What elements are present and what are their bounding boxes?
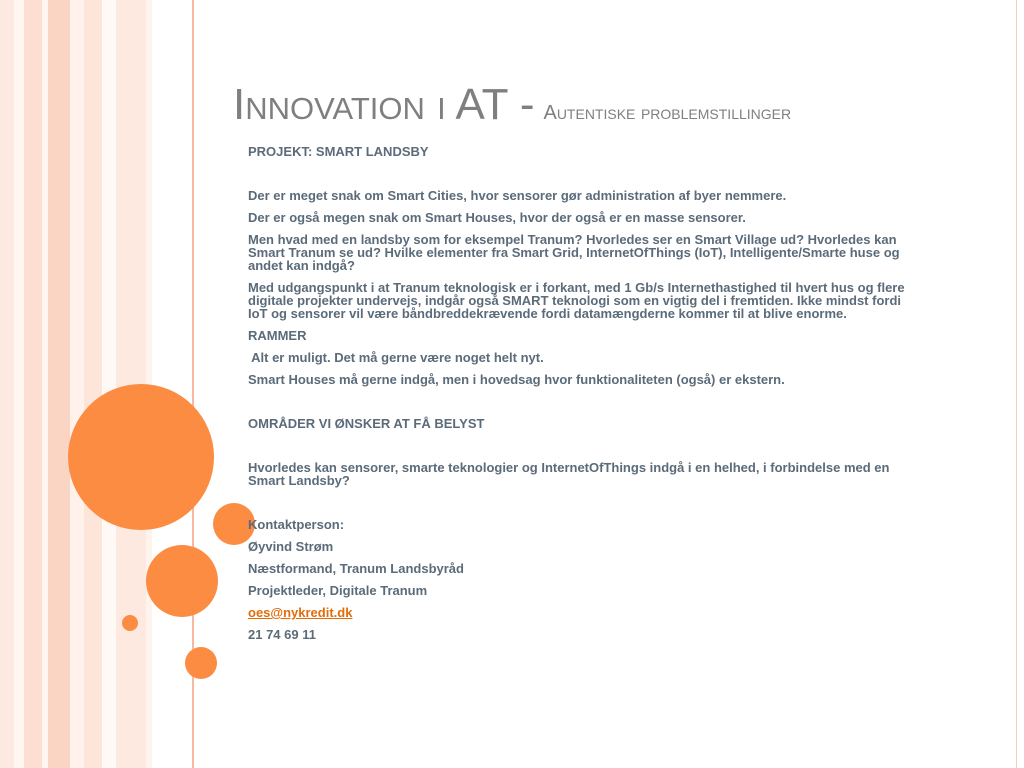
decorative-circle: [146, 545, 218, 617]
areas-heading: OMRÅDER VI ØNSKER AT FÅ BELYST: [248, 416, 485, 431]
background-stripe: [14, 0, 24, 768]
decorative-circle: [185, 647, 217, 679]
slide-body: [248, 145, 918, 650]
paragraph: Alt er muligt. Det må gerne være noget helt nyt.: [248, 350, 544, 365]
contact-role: Projektleder, Digitale Tranum: [248, 583, 428, 598]
spacer: [248, 439, 918, 461]
project-heading: PROJEKT: SMART LANDSBY: [248, 144, 429, 159]
email-link[interactable]: oes@nykredit.dk: [248, 605, 353, 620]
paragraph: Der er meget snak om Smart Cities, hvor sensorer gør administration af byer nemmere.: [248, 188, 787, 203]
question-paragraph: Hvorledes kan sensorer, smarte teknologier og InternetOfThings indgå i en helhed, i forbindelse med en Smart Landsby?: [248, 460, 890, 488]
spacer: [248, 395, 918, 417]
background-stripe: [70, 0, 84, 768]
slide-title: [233, 80, 993, 130]
background-stripe: [48, 0, 70, 768]
background-stripe: [84, 0, 102, 768]
background-stripe: [102, 0, 116, 768]
spacer: [248, 496, 918, 518]
slide-title-main: Innovation i AT -: [233, 80, 535, 129]
divider-line: [1016, 0, 1017, 768]
contact-phone: 21 74 69 11: [248, 627, 316, 642]
contact-email-row: [248, 606, 918, 619]
rammer-heading: RAMMER: [248, 328, 307, 343]
paragraph: Der er også megen snak om Smart Houses, hvor der også er en masse sensorer.: [248, 210, 746, 225]
background-stripe: [24, 0, 42, 768]
decorative-circle: [122, 615, 138, 631]
slide-title-sub: Autentiske problemstillinger: [543, 102, 792, 124]
contact-name: Øyvind Strøm: [248, 539, 334, 554]
paragraph: Smart Houses må gerne indgå, men i hovedsag hvor funktionaliteten (også) er ekstern.: [248, 372, 785, 387]
contact-role: Næstformand, Tranum Landsbyråd: [248, 561, 464, 576]
paragraph: Men hvad med en landsby som for eksempel Tranum? Hvorledes ser en Smart Village ud? Hvorledes kan Smart Tranum se ud? Hvilke elementer fra Smart Grid, InternetOfThings (IoT), Intelligente/Smarte huse og andet kan indgå?: [248, 232, 900, 273]
decorative-circle: [68, 384, 214, 530]
contact-label: Kontaktperson:: [248, 517, 345, 532]
spacer: [248, 167, 918, 189]
background-stripe: [0, 0, 14, 768]
paragraph: Med udgangspunkt i at Tranum teknologisk er i forkant, med 1 Gb/s Internethastighed til hvert hus og flere digitale projekter undervejs, indgår også SMART teknologi som en vigtig del i fremtiden. Ikke mindst fordi IoT og sensorer vil være båndbreddekrævende fordi datamængderne kommer til at blive enorme.: [248, 280, 905, 321]
